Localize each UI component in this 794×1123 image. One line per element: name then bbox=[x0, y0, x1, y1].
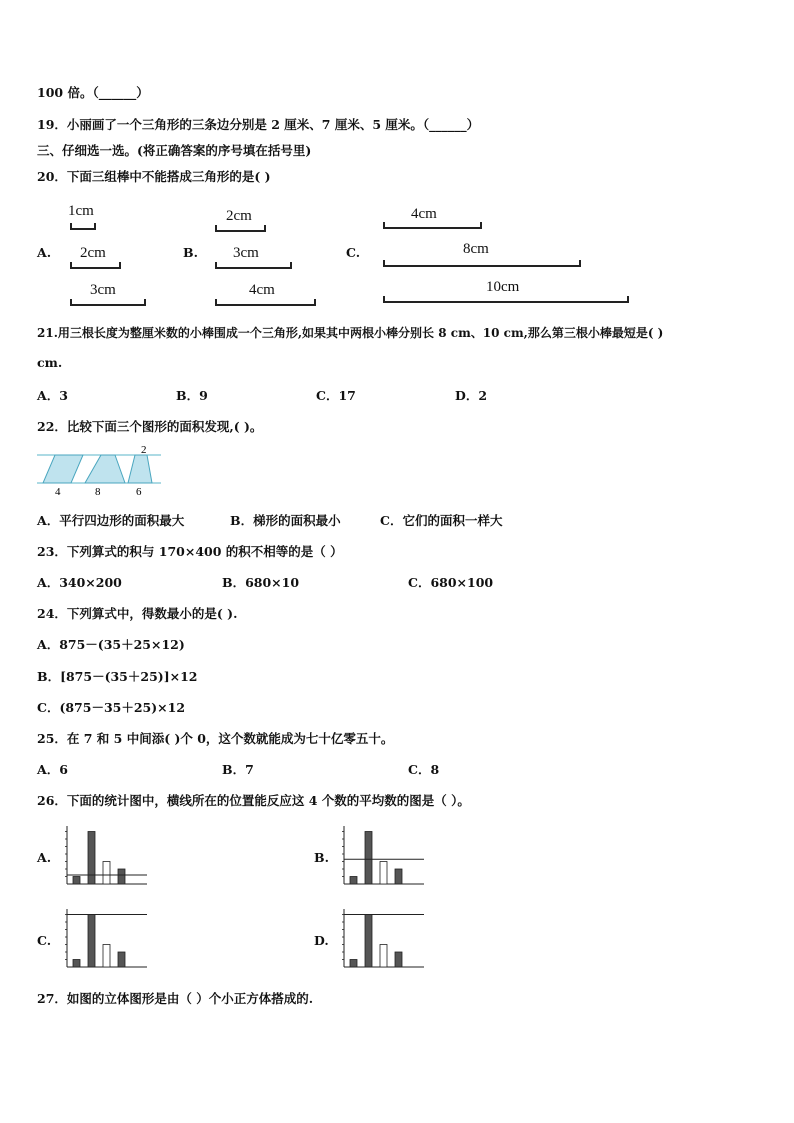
q22-option-b: B．梯形的面积最小 bbox=[230, 513, 341, 528]
q18-tail-text: 100 倍。（______） bbox=[37, 85, 149, 100]
parallelogram-shape bbox=[43, 455, 83, 483]
bar bbox=[350, 960, 357, 968]
stick-b3-label: 4cm bbox=[249, 282, 275, 298]
stick-a2-label: 2cm bbox=[80, 245, 106, 261]
q27-text: 27．如图的立体图形是由（ ）个小正方体搭成的. bbox=[37, 991, 314, 1006]
bar bbox=[73, 960, 80, 968]
bar bbox=[103, 945, 110, 968]
q26-text: 26．下面的统计图中，横线所在的位置能反应这 4 个数的平均数的图是（ ）。 bbox=[37, 793, 470, 808]
q21-option-d: D．2 bbox=[455, 388, 488, 403]
q25-option-b: B．7 bbox=[222, 762, 254, 777]
triangle-shape bbox=[85, 455, 125, 483]
q20-option-a-label: A. bbox=[37, 245, 52, 260]
q22-label-top: 2 bbox=[141, 444, 147, 456]
bar bbox=[380, 945, 387, 968]
bar bbox=[380, 862, 387, 885]
q26-chart-b bbox=[339, 824, 429, 888]
stick-c2 bbox=[383, 260, 581, 267]
stick-a1-label: 1cm bbox=[68, 203, 94, 219]
q26-option-c-label: C. bbox=[37, 933, 52, 948]
q24-option-a: A．875－(35＋25×12) bbox=[37, 637, 185, 652]
q25-text: 25．在 7 和 5 中间添( )个 0，这个数就能成为七十亿零五十。 bbox=[37, 731, 394, 746]
q22-label-8: 8 bbox=[95, 486, 101, 498]
q19-text: 19．小丽画了一个三角形的三条边分别是 2 厘米、7 厘米、5 厘米。（______） bbox=[37, 117, 480, 132]
q26-option-a-label: A. bbox=[37, 850, 52, 865]
bar bbox=[350, 877, 357, 885]
q24-option-c: C．(875－35＋25)×12 bbox=[37, 700, 186, 715]
q23-option-b: B．680×10 bbox=[222, 575, 300, 590]
stick-b1-label: 2cm bbox=[226, 208, 252, 224]
bar bbox=[88, 832, 95, 885]
bar bbox=[103, 862, 110, 885]
q22-option-a: A．平行四边形的面积最大 bbox=[37, 513, 185, 528]
stick-a1 bbox=[70, 223, 96, 230]
q23-option-a: A．340×200 bbox=[37, 575, 122, 590]
q21-text-cont: cm. bbox=[37, 355, 63, 370]
stick-c1 bbox=[383, 222, 482, 229]
q22-label-6: 6 bbox=[136, 486, 142, 498]
q21-text: 21.用三根长度为整厘米数的小棒围成一个三角形,如果其中两根小棒分别长 8 cm、10 cm,那么第三根小棒最短是( ) bbox=[37, 326, 664, 340]
q21-option-c: C．17 bbox=[316, 388, 356, 403]
stick-c1-label: 4cm bbox=[411, 206, 437, 222]
stick-a3 bbox=[70, 299, 146, 306]
q20-option-b-label: B. bbox=[183, 245, 198, 260]
stick-c3-label: 10cm bbox=[486, 279, 520, 295]
stick-c2-label: 8cm bbox=[463, 241, 489, 257]
q26-chart-c bbox=[62, 907, 152, 971]
stick-b1 bbox=[215, 225, 266, 232]
q26-chart-d bbox=[339, 907, 429, 971]
stick-a2 bbox=[70, 262, 121, 269]
q25-option-c: C．8 bbox=[408, 762, 440, 777]
bar bbox=[73, 877, 80, 885]
stick-b3 bbox=[215, 299, 316, 306]
q20-text: 20．下面三组棒中不能搭成三角形的是( ) bbox=[37, 169, 271, 184]
q23-option-c: C．680×100 bbox=[408, 575, 494, 590]
bar bbox=[395, 869, 402, 884]
stick-a3-label: 3cm bbox=[90, 282, 116, 298]
q21-option-a: A．3 bbox=[37, 388, 68, 403]
bar bbox=[118, 952, 125, 967]
stick-b2 bbox=[215, 262, 292, 269]
q25-option-a: A．6 bbox=[37, 762, 68, 777]
q24-text: 24．下列算式中，得数最小的是( ). bbox=[37, 606, 238, 621]
q26-chart-a bbox=[62, 824, 152, 888]
bar bbox=[118, 869, 125, 884]
section-3-heading: 三、仔细选一选。(将正确答案的序号填在括号里) bbox=[37, 143, 312, 158]
q22-option-c: C．它们的面积一样大 bbox=[380, 513, 503, 528]
stick-c3 bbox=[383, 296, 629, 303]
q22-shapes-figure bbox=[37, 441, 167, 499]
q26-option-d-label: D. bbox=[314, 933, 329, 948]
bar bbox=[365, 832, 372, 885]
bar bbox=[395, 952, 402, 967]
q20-option-c-label: C. bbox=[346, 245, 361, 260]
bar bbox=[88, 915, 95, 968]
q26-option-b-label: B. bbox=[314, 850, 329, 865]
q23-text: 23．下列算式的积与 170×400 的积不相等的是（ ） bbox=[37, 544, 343, 559]
trapezoid-shape bbox=[128, 455, 152, 483]
q24-option-b: B．[875－(35＋25)]×12 bbox=[37, 669, 198, 684]
q21-option-b: B．9 bbox=[176, 388, 208, 403]
bar bbox=[365, 915, 372, 968]
stick-b2-label: 3cm bbox=[233, 245, 259, 261]
q22-text: 22．比较下面三个图形的面积发现,( )。 bbox=[37, 419, 263, 434]
q22-label-4: 4 bbox=[55, 486, 61, 498]
